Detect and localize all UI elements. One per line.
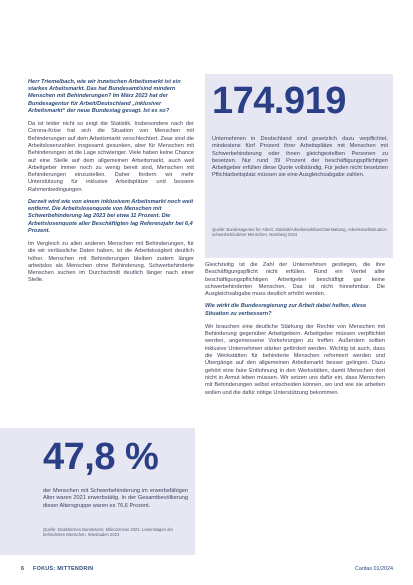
stat-description: der Menschen mit Schwerbehinderung im erwerbsfähigen Alter waren 2021 erwerbstätig. In der Gesamtbevölkerung dieser Altersgruppe waren es 76,6 Prozent. [43,488,188,509]
interview-answer-3: Gleichzeitig ist die Zahl der Unternehmen gestiegen, die ihre Beschäftigungspflicht nicht erfüllen. Rund ein Viertel aller beschäftigungspflichtigen Arbeitgeber beschäftigt gar keine schwerbehinderten Menschen. Das ist nicht hinnehmbar. Die Ausgleichsabgabe muss deutlich erhöht werden. [205,262,385,298]
interview-answer-1: Da ist leider nicht so zeigt die Statistik. Insbesondere nach der Corona-Krise hat sich die Situation von Menschen mit Behinderungen auf dem Arbeitsmarkt verschlechtert. Zwar sind die Arbeitslosenzahlen insgesamt gesunken, aber für Menschen mit Behinderungen ist die Lage schwieriger. Viele haben keine Chance auf eine Stelle auf dem allgemeinen Arbeitsmarkt, auch weil Arbeitgeber immer noch zu wenig bereit sind, Menschen mit Behinderungen einzustellen. Daher fordern wir mehr Unterstützung für inklusive Arbeitsplätze und bessere Rahmenbedingungen. [28,121,194,193]
right-column [205,262,385,402]
stat-box-companies [205,74,393,258]
section-title: FOKUS: MITTENDRIN [33,566,94,572]
stat-box-employment-rate [0,428,195,555]
stat-description: Unternehmen in Deutschland sind gesetzlich dazu verpflichtet, mindestens fünf Prozent ihrer Arbeitsplätze mit Menschen mit Schwerbehinderung oder ihnen gleichgestellten Personen zu besetzen. Nur rund 39 Prozent der beschäftigungspflichtigen Arbeitgeber erfüllen diese Quote vollständig. Für jeden nicht besetzten Pflichtarbeitsplatz müssen sie eine Ausgleichsabgabe zahlen. [212,136,388,179]
left-column [28,79,194,290]
stat-number: 174.919 [212,80,346,122]
issue-label: Caritas 01/2024 [354,566,393,572]
page-footer [0,560,413,580]
stat-source: Quelle: Statistisches Bundesamt, Mikrozensus 2021; Lebenslagen der behinderten Menschen, Wiesbaden 2023 [43,527,174,538]
interview-question-1: Herr Triemelbach, wie wir inzwischen Arbeitsmarkt ist ein starkes Arbeitsmarkt. Das hat Bundesamt/sind mindern Menschen mit Behinderungen? Im März 2023 hat der Bundesagentur für Arbeit/Deutschland „inklusiver Arbeitsmarkt“ der neue Bundestag gesagt. Ist es so? [28,79,181,114]
interview-question-2: Derzeit wird wie von einem inklusivem Arbeitsmarkt noch weit entfernt. Die Arbeitslosenquote von Menschen mit Schwerbehinderung lag 2023 bei etwa 11 Prozent. Die Arbeitslosenquote aller Beschäftigten lag Referenzjahr bei 6,4 Prozent. [28,198,194,234]
interview-answer-4: Wir brauchen eine deutliche Stärkung der Rechte von Menschen mit Behinderung gegenüber Arbeitgebern. Arbeitgeber müssen verpflichtet werden, angemessene Vorkehrungen zu treffen. Außerdem sollten inklusive Unternehmen stärker gefördert werden. Wichtig ist auch, dass die Werkstätten für behinderte Menschen reformiert werden und Übergänge auf den allgemeinen Arbeitsmarkt besser gelingen. Dazu gehört eine faire Entlohnung in den Werkstätten, damit Menschen dort nicht in Armut leben müssen. Wir setzen uns dafür ein, dass Menschen mit Behinderungen selbst entscheiden können, wo und wie sie arbeiten wollen und die dafür nötige Unterstützung bekommen. [205,323,385,396]
page-number: 6 [21,566,24,572]
stat-source: Quelle: Bundesagentur für Arbeit, Statistik/Arbeitsmarktberichterstattung, Arbeitsmarktsituation schwerbehinderter Menschen, Nürnberg 2024 [212,227,387,238]
interview-question-3: Wie wirkt die Bundesregierung zur Arbeit dabei helfen, diese Situation zu verbessern? [205,303,367,317]
stat-number: 47,8 % [43,436,159,478]
interview-answer-2: Im Vergleich zu allen anderen Menschen mit Behinderungen, für die wir verlässliche Daten haben, ist die Arbeitslosigkeit deutlich höher. Menschen mit Behinderungen bleiben zudem länger arbeitslos als Menschen ohne Behinderung. Schwerbehinderte Menschen suchen im Durchschnitt deutlich länger nach einer Stelle. [28,241,194,284]
